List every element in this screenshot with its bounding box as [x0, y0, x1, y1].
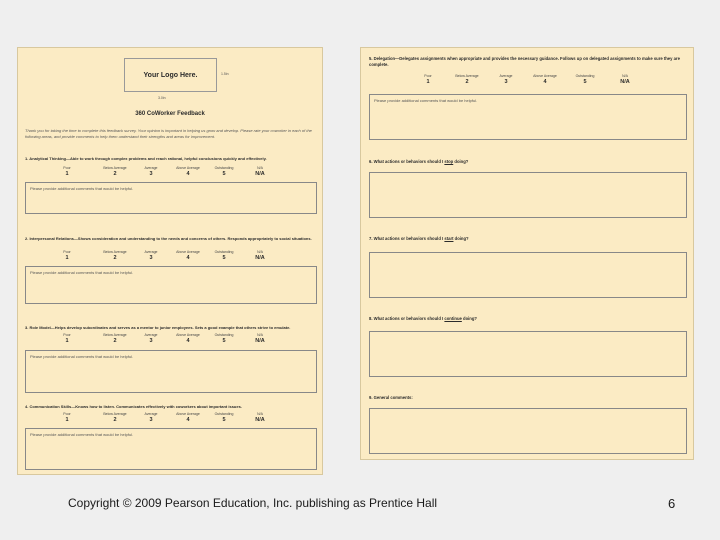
rating-option-na[interactable]: N/A N/A: [255, 166, 265, 177]
logo-placeholder: [124, 58, 217, 92]
comment-placeholder: Please provide additional comments that would be helpful.: [30, 432, 134, 437]
rating-option-4[interactable]: Above Average 4: [533, 74, 557, 85]
question-9-heading: 9. General comments:: [369, 395, 413, 400]
comment-placeholder: Please provide additional comments that would be helpful.: [374, 98, 478, 103]
logo-height-note: 1.5in: [221, 72, 229, 76]
answer-box-continue[interactable]: [369, 331, 687, 377]
rating-option-4[interactable]: Above Average 4: [176, 250, 200, 261]
rating-option-4[interactable]: Above Average 4: [176, 333, 200, 344]
slide-number: 6: [668, 496, 676, 511]
rating-option-na[interactable]: N/A N/A: [255, 333, 265, 344]
comment-placeholder: Please provide additional comments that would be helpful.: [30, 186, 134, 191]
rating-option-2[interactable]: Below Average 2: [103, 412, 127, 423]
rating-option-5[interactable]: Outstanding 5: [214, 333, 234, 344]
rating-option-5[interactable]: Outstanding 5: [214, 412, 234, 423]
comment-box[interactable]: [25, 350, 317, 393]
question-5-heading: 5. Delegation—Delegates assignments when appropriate and provides the necessary guidance. Follows up on delegated assignments to make sure they are complete.: [369, 56, 680, 67]
comment-placeholder: Please provide additional comments that would be helpful.: [30, 270, 134, 275]
comment-box[interactable]: [25, 428, 317, 470]
rating-option-5[interactable]: Outstanding 5: [214, 166, 234, 177]
answer-box-general[interactable]: [369, 408, 687, 454]
question-heading: 4. Communication Skills—Knows how to listen. Communicates effectively with coworkers about important issues.: [25, 404, 242, 409]
rating-option-3[interactable]: Average 3: [499, 74, 513, 85]
rating-option-2[interactable]: Below Average 2: [103, 166, 127, 177]
answer-box-stop[interactable]: [369, 172, 687, 218]
rating-option-1[interactable]: Poor 1: [63, 333, 71, 344]
question-7-heading: 7. What actions or behaviors should I start doing?: [369, 236, 469, 241]
comment-box[interactable]: [25, 266, 317, 304]
rating-option-3[interactable]: Average 3: [144, 166, 158, 177]
rating-option-3[interactable]: Average 3: [144, 250, 158, 261]
rating-option-4[interactable]: Above Average 4: [176, 166, 200, 177]
answer-box-start[interactable]: [369, 252, 687, 298]
form-page-right: [360, 47, 694, 460]
comment-box[interactable]: [25, 182, 317, 214]
rating-option-2[interactable]: Below Average 2: [103, 333, 127, 344]
question-6-heading: 6. What actions or behaviors should I stop doing?: [369, 159, 469, 164]
rating-option-2[interactable]: Below Average 2: [103, 250, 127, 261]
question-heading: 3. Role Model—Helps develop subordinates and serves as a mentor to junior employees. Sets a good example that others strive to emulate.: [25, 325, 291, 330]
rating-option-na[interactable]: N/A N/A: [620, 74, 630, 85]
rating-option-4[interactable]: Above Average 4: [176, 412, 200, 423]
rating-option-1[interactable]: Poor 1: [63, 412, 71, 423]
rating-option-5[interactable]: Outstanding 5: [214, 250, 234, 261]
rating-option-2[interactable]: Below Average 2: [455, 74, 479, 85]
rating-option-na[interactable]: N/A N/A: [255, 250, 265, 261]
form-title: 360 CoWorker Feedback: [135, 111, 205, 117]
form-intro: Thank you for taking the time to complete this feedback survey. Your opinion is important in helping us grow and develop. Please rate your coworker in each of the following areas, and provide comments to help them understand their strengths and areas for improvement.: [25, 128, 312, 139]
comment-placeholder: Please provide additional comments that would be helpful.: [30, 354, 134, 359]
rating-option-3[interactable]: Average 3: [144, 333, 158, 344]
logo-width-note: 3.0in: [158, 96, 166, 100]
rating-option-1[interactable]: Poor 1: [63, 166, 71, 177]
copyright-footer: Copyright © 2009 Pearson Education, Inc. publishing as Prentice Hall: [68, 496, 438, 510]
logo-text: Your Logo Here.: [143, 71, 198, 79]
form-page-left: [17, 47, 323, 475]
rating-option-5[interactable]: Outstanding 5: [575, 74, 595, 85]
question-heading: 2. Interpersonal Relations—Shows consideration and understanding to the needs and concerns of others. Responds appropriately to social situations.: [25, 236, 312, 241]
question-heading: 1. Analytical Thinking—Able to work through complex problems and reach rational, helpful conclusions quickly and effectively.: [25, 156, 267, 161]
rating-option-na[interactable]: N/A N/A: [255, 412, 265, 423]
rating-option-3[interactable]: Average 3: [144, 412, 158, 423]
rating-option-1[interactable]: Poor 1: [63, 250, 71, 261]
question-8-heading: 8. What actions or behaviors should I continue doing?: [369, 316, 477, 321]
rating-option-1[interactable]: Poor 1: [424, 74, 432, 85]
comment-box[interactable]: [369, 94, 687, 140]
